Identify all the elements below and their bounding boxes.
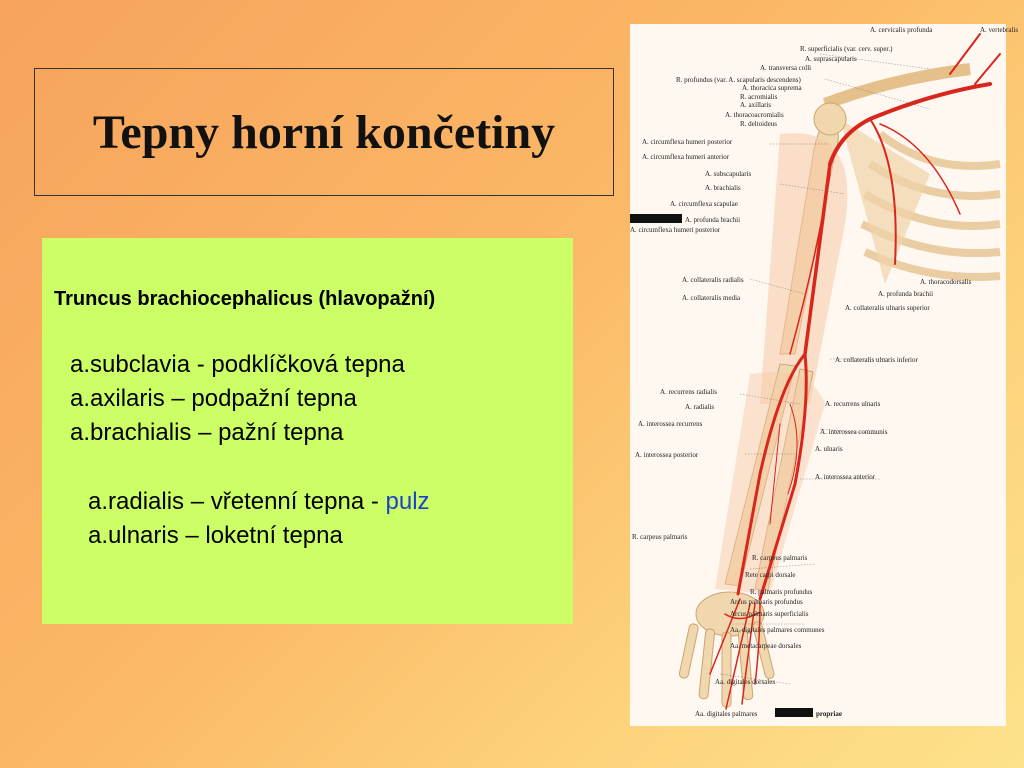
svg-text:A. interossea recurrens: A. interossea recurrens <box>638 420 703 428</box>
svg-text:A. collateralis ulnaris superi: A. collateralis ulnaris superior <box>845 304 930 312</box>
svg-text:R. palmaris profundus: R. palmaris profundus <box>750 588 813 596</box>
svg-text:A. recurrens radialis: A. recurrens radialis <box>660 388 717 396</box>
arm-arteries-illustration <box>630 24 1019 726</box>
line-ulnaris: a.ulnaris – loketní tepna <box>88 522 343 549</box>
svg-text:R. carpeus palmaris: R. carpeus palmaris <box>752 554 808 562</box>
svg-text:A. thoracodorsalis: A. thoracodorsalis <box>920 278 972 286</box>
svg-text:A. vertebralis: A. vertebralis <box>980 26 1019 34</box>
svg-text:R. acromialis: R. acromialis <box>740 93 778 101</box>
line-axilaris: a.axilaris – podpažní tepna <box>70 385 357 412</box>
svg-text:A. thoracoacromialis: A. thoracoacromialis <box>725 111 784 119</box>
svg-text:A. cervicalis profunda: A. cervicalis profunda <box>870 26 933 34</box>
svg-text:R. superficialis (var. cerv. s: R. superficialis (var. cerv. super.) <box>800 45 893 53</box>
svg-text:Aa. metacarpeae dorsales: Aa. metacarpeae dorsales <box>730 642 802 650</box>
content-box <box>42 238 573 624</box>
svg-text:A. recurrens ulnaris: A. recurrens ulnaris <box>825 400 881 408</box>
svg-text:A. transversa colli: A. transversa colli <box>760 64 812 72</box>
svg-text:A. subscapularis: A. subscapularis <box>705 170 752 178</box>
svg-text:A. interossea anterior: A. interossea anterior <box>815 473 876 481</box>
svg-text:Arcus palmaris profundus: Arcus palmaris profundus <box>730 598 803 606</box>
line-subclavia: a.subclavia - podklíčková tepna <box>70 351 405 378</box>
arm-illustration-svg <box>630 24 1019 726</box>
svg-text:Aa. digitales palmares commune: Aa. digitales palmares communes <box>730 626 825 634</box>
svg-text:propriae: propriae <box>816 710 842 718</box>
svg-text:A. collateralis media: A. collateralis media <box>682 294 741 302</box>
svg-text:A. profunda brachii: A. profunda brachii <box>685 216 741 224</box>
svg-text:R. carpeus palmaris: R. carpeus palmaris <box>632 533 688 541</box>
svg-text:A. collateralis ulnaris inferi: A. collateralis ulnaris inferior <box>835 356 918 364</box>
subtitle: Truncus brachiocephalicus (hlavopažní) <box>54 288 436 310</box>
svg-text:A. suprascapularis: A. suprascapularis <box>805 55 857 63</box>
svg-text:A. radialis: A. radialis <box>685 403 715 411</box>
svg-text:A. circumflexa humeri anterior: A. circumflexa humeri anterior <box>642 153 730 161</box>
svg-text:A. thoracica suprema: A. thoracica suprema <box>742 84 802 92</box>
pulz-highlight: pulz <box>385 488 430 515</box>
svg-text:Aa. digitales palmares: Aa. digitales palmares <box>695 710 758 718</box>
svg-text:A. profunda brachii: A. profunda brachii <box>878 290 934 298</box>
svg-text:A. circumflexa humeri posterio: A. circumflexa humeri posterior <box>630 226 721 234</box>
svg-text:A. interossea posterior: A. interossea posterior <box>635 451 699 459</box>
radialis-text: a.radialis – vřetenní tepna - <box>88 488 386 515</box>
svg-text:R. deltoideus: R. deltoideus <box>740 120 777 128</box>
svg-text:Aa. digitales dorsales: Aa. digitales dorsales <box>715 678 776 686</box>
svg-text:R. profundus (var. A. scapular: R. profundus (var. A. scapularis descendens) <box>676 76 801 84</box>
title-box <box>34 68 614 196</box>
svg-text:A. circumflexa scapulae: A. circumflexa scapulae <box>670 200 738 208</box>
svg-text:A. circumflexa humeri posterio: A. circumflexa humeri posterior <box>642 138 733 146</box>
svg-text:A. collateralis radialis: A. collateralis radialis <box>682 276 744 284</box>
svg-text:Arcus palmaris superficialis: Arcus palmaris superficialis <box>730 610 809 618</box>
svg-text:A. brachialis: A. brachialis <box>705 184 741 192</box>
svg-text:A. axillaris: A. axillaris <box>740 101 772 109</box>
svg-text:Rete carpi dorsale: Rete carpi dorsale <box>745 571 796 579</box>
slide-title: Tepny horní končetiny <box>92 105 556 159</box>
line-brachialis: a.brachialis – pažní tepna <box>70 419 344 446</box>
svg-text:A. ulnaris: A. ulnaris <box>815 445 843 453</box>
line-radialis <box>88 488 430 516</box>
svg-text:A. interossea communis: A. interossea communis <box>820 428 888 436</box>
